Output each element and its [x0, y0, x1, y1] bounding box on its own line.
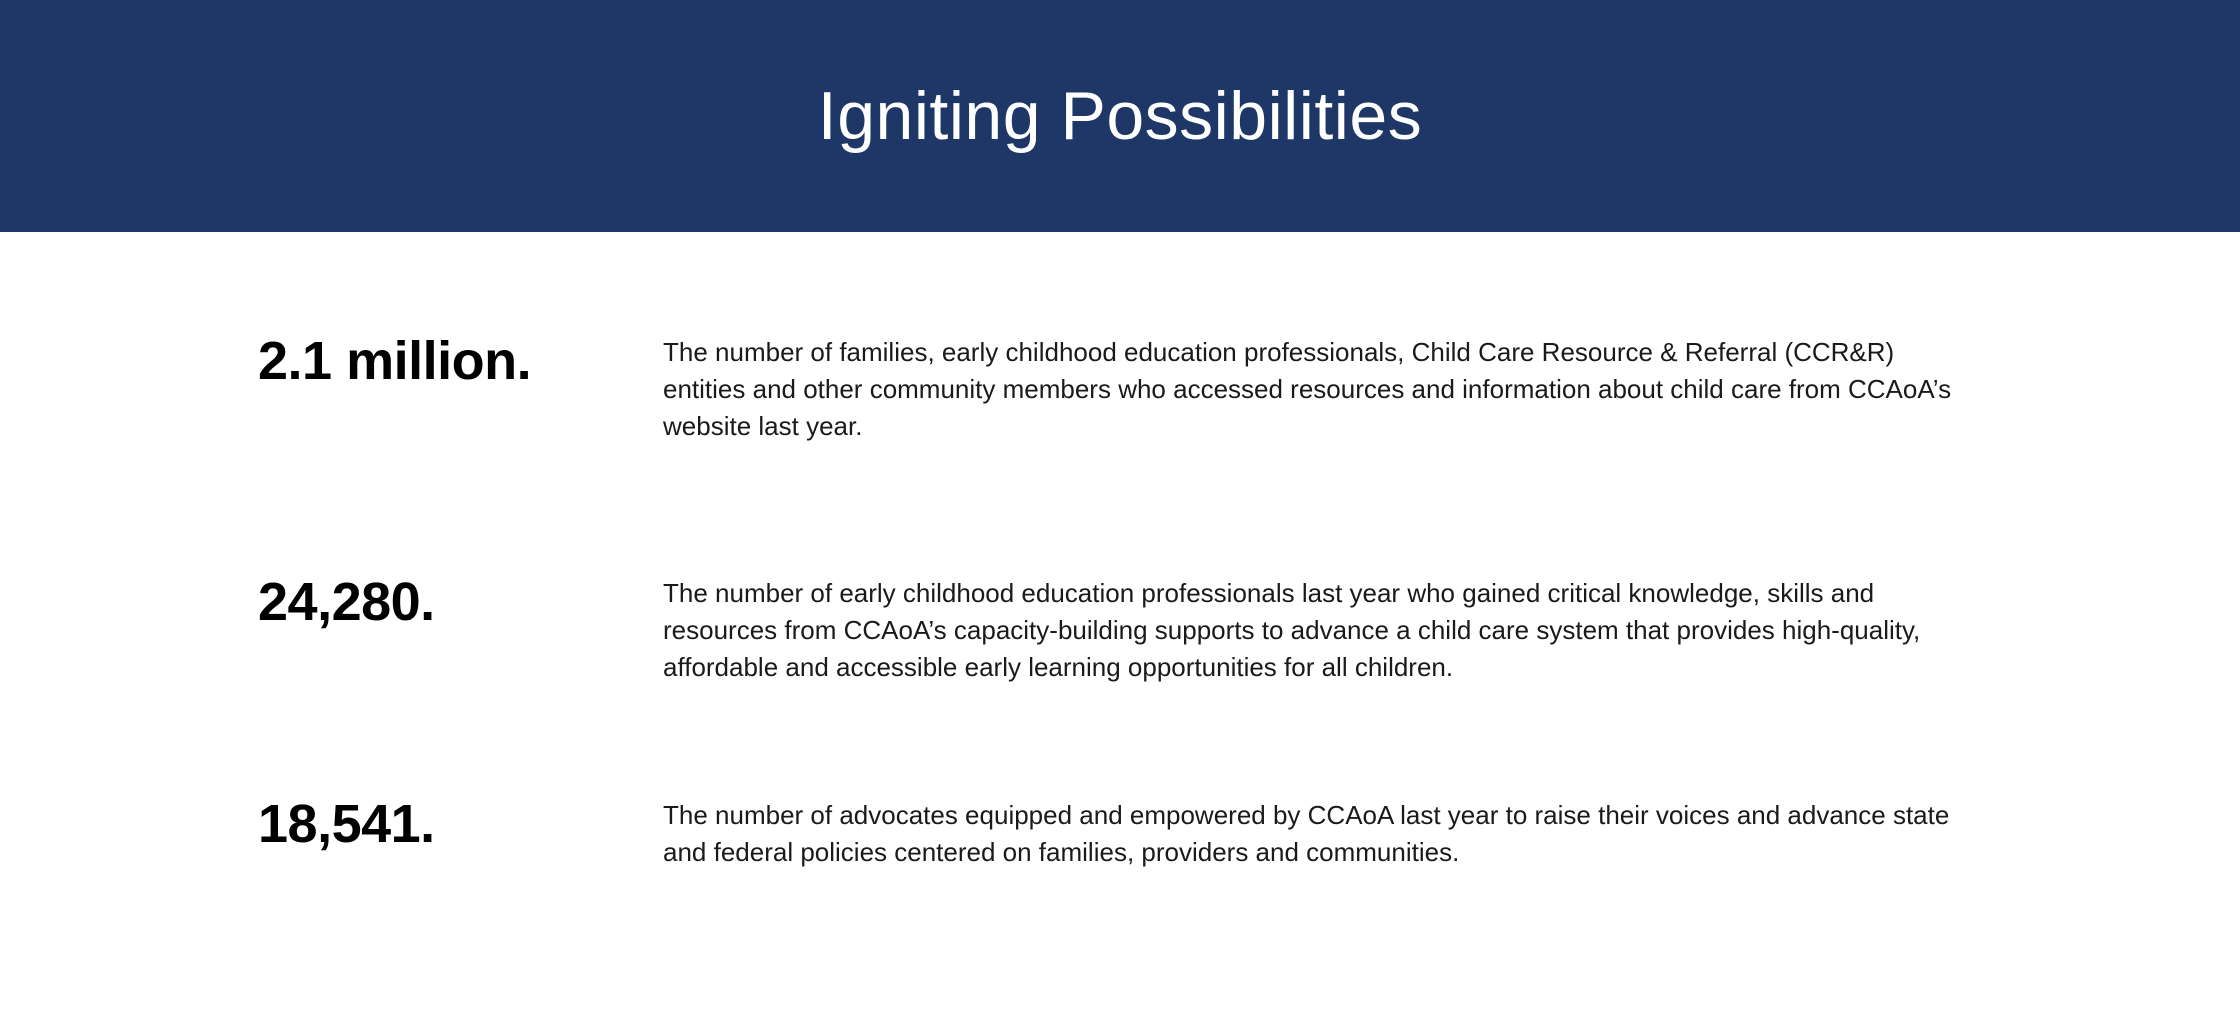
page-title: Igniting Possibilities	[817, 78, 1423, 154]
stat-number: 2.1 million.	[258, 331, 532, 391]
stat-description: The number of advocates equipped and empowered by CCAoA last year to raise their voices and advance state and federal policies centered on families, providers and communities.	[663, 800, 1950, 868]
stat-description: The number of families, early childhood education professionals, Child Care Resource & Referral (CCR&R) entities and other community members who accessed resources and information about child care from CCAoA’s website last year.	[663, 337, 1952, 441]
stat-item	[0, 563, 2240, 686]
header-band	[0, 0, 2240, 232]
stat-description: The number of early childhood education professionals last year who gained critical knowledge, skills and resources from CCAoA’s capacity-building supports to advance a child care system that provides high-quality, affordable and accessible early learning opportunities for all children.	[663, 577, 1921, 682]
stat-number: 24,280.	[258, 571, 435, 632]
stats-list	[0, 322, 2240, 871]
stat-item	[0, 322, 2240, 445]
stat-number: 18,541.	[258, 794, 435, 855]
stat-item	[0, 785, 2240, 871]
